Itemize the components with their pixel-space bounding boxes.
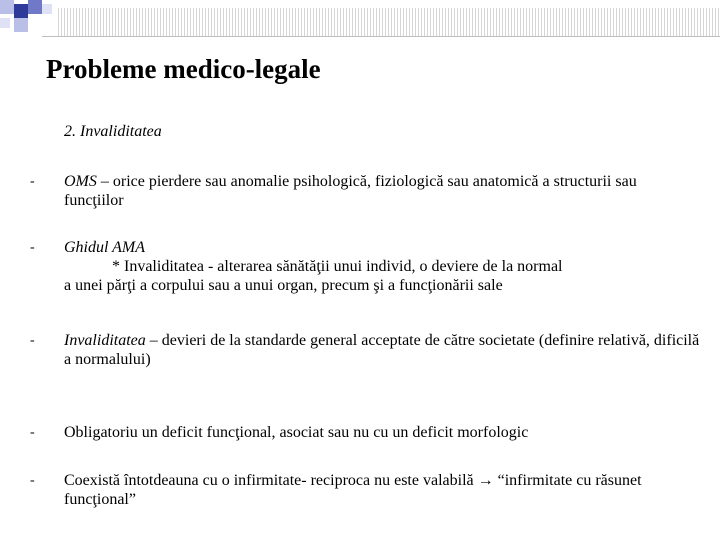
definition-text-line2: a unei părţi a corpului sau a unui organ, precum şi a funcţionării sale xyxy=(64,277,503,294)
decorative-square xyxy=(14,4,28,18)
decorative-square xyxy=(42,4,52,14)
statement-text: Coexistă întotdeauna cu o infirmitate- reciproca nu este valabilă → “infirmitate cu răsunet funcţional” xyxy=(64,472,642,508)
definition-text: – orice pierdere sau anomalie psihologică, fiziologică sau anatomică a structurii sau funcţiilor xyxy=(64,173,637,209)
header-divider xyxy=(42,36,720,37)
term-label: Invaliditatea xyxy=(64,332,146,349)
list-item-oms xyxy=(30,172,700,210)
bullet-dash: - xyxy=(30,425,35,440)
list-item-content xyxy=(64,331,700,369)
list-item-content xyxy=(64,238,700,295)
list-item-content xyxy=(64,172,700,210)
statement-text: Obligatoriu un deficit funcţional, asociat sau nu cu un deficit morfologic xyxy=(64,424,529,441)
slide-title: Probleme medico-legale xyxy=(46,54,321,84)
list-item-coexista xyxy=(30,471,700,509)
term-label: OMS xyxy=(64,173,97,190)
list-item-ghidul-ama xyxy=(30,238,700,295)
decorative-square xyxy=(28,0,42,14)
decorative-square xyxy=(0,18,10,28)
section-heading: 2. Invaliditatea xyxy=(64,123,162,140)
decorative-square xyxy=(0,0,14,14)
bullet-dash: - xyxy=(30,473,35,488)
header-stripe-band xyxy=(58,8,720,36)
list-item-content xyxy=(64,423,700,442)
bullet-dash: - xyxy=(30,240,35,255)
bullet-dash: - xyxy=(30,333,35,348)
list-item-obligatoriu xyxy=(30,423,700,442)
list-item-content xyxy=(64,471,700,509)
decorative-square xyxy=(14,18,28,32)
definition-text-line1: * Invaliditatea - alterarea sănătăţii unui individ, o deviere de la normal xyxy=(112,258,563,275)
list-item-invaliditatea xyxy=(30,331,700,369)
term-label: Ghidul AMA xyxy=(64,239,146,256)
bullet-dash: - xyxy=(30,174,35,189)
definition-text: – devieri de la standarde general acceptate de către societate (definire relativă, dificilă a normalului) xyxy=(64,332,700,368)
